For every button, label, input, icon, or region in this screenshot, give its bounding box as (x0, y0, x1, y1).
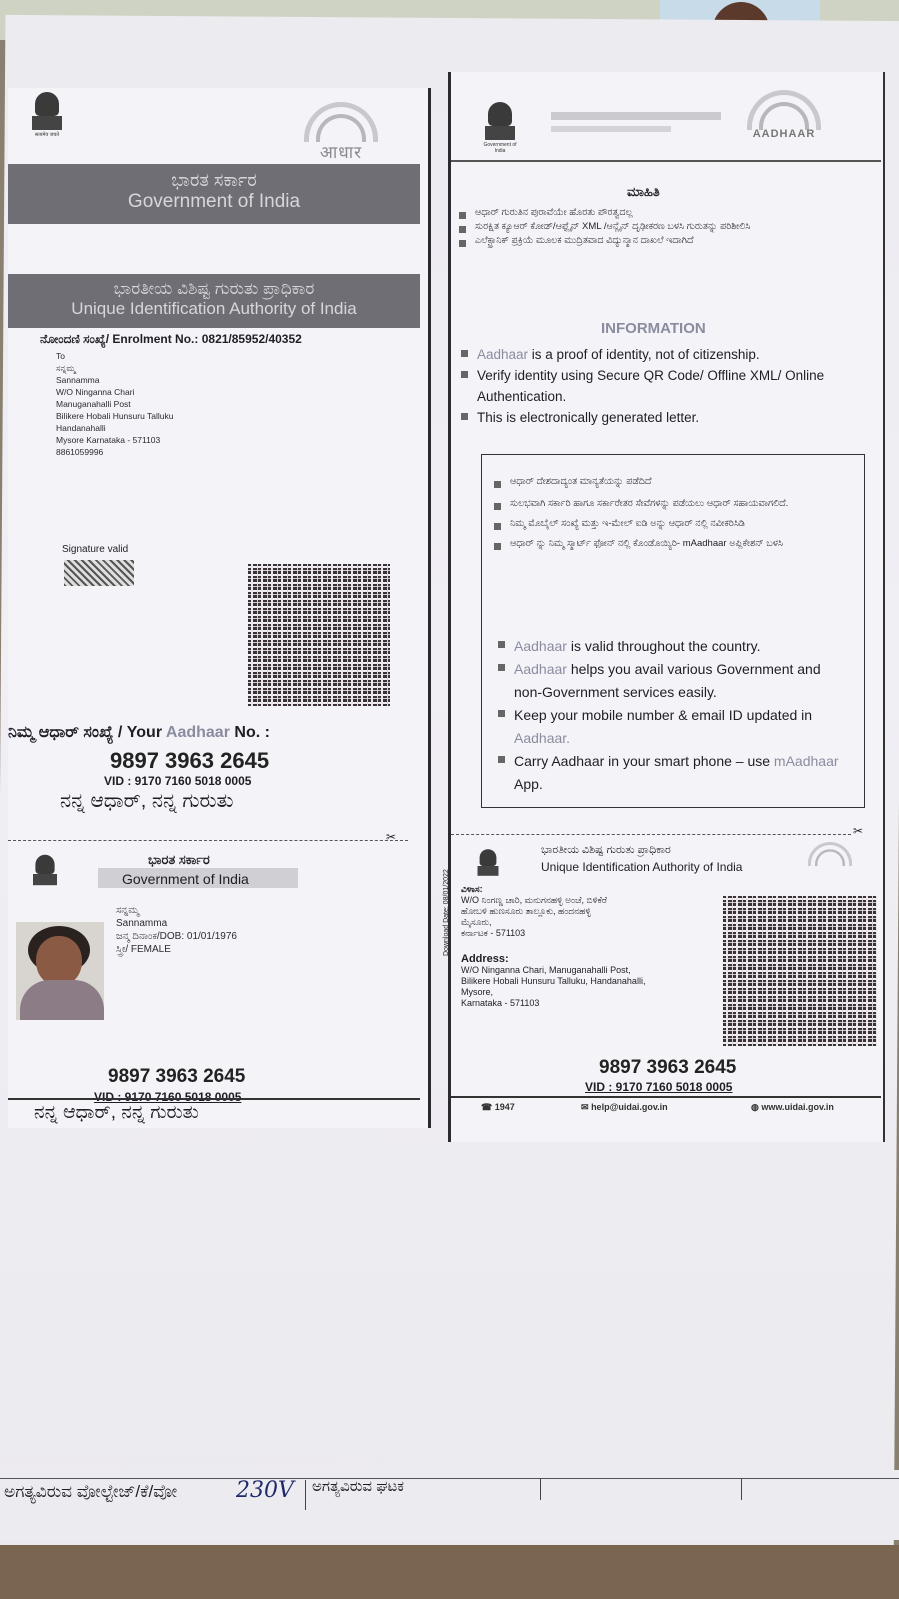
card-right-aadhaar-number: 9897 3963 2645 (599, 1057, 737, 1078)
right-scissors-icon: ✂ (853, 824, 864, 838)
card-aadhaar-logo-icon (803, 842, 857, 878)
aadhaar-brand-text: AADHAAR (752, 128, 816, 140)
cut-line (8, 840, 408, 841)
recipient-address: To ಸನ್ನಮ್ಮ Sannamma W/O Ninganna Chari Manuganahalli Post Bilikere Hobali Hunsuru Talluku Handanahalli Mysore Karnataka - 571103 8861059996 (56, 351, 174, 457)
card-address-kannada: ವಿಳಾಸ: W/O ನಿಂಗಣ್ಣ ಚಾರಿ, ಮನುಗನಹಳ್ಳಿ ಅಂಚೆ, ಬಿಳಿಕೆರೆ ಹೋಬಳಿ ಹುಣಸೂರು ತಾಲ್ಲೂಕು, ಹಂದನಹಳ್ಳಿ ಮೈಸೂರು, ಕರ್ನಾಟಕ - 571103 (461, 884, 608, 938)
gov-english: Government of India (127, 191, 301, 212)
card-uidai-kannada: ಭಾರತೀಯ ವಿಶಿಷ್ಟ ಗುರುತು ಪ್ರಾಧಿಕಾರ (541, 844, 671, 856)
download-date: Download Date: 08/01/2022 (443, 869, 450, 956)
aadhaar-hindi-text: आधार (319, 143, 363, 162)
card-right-vid: VID : 9170 7160 5018 0005 (585, 1080, 733, 1094)
right-cut-line (451, 834, 851, 835)
web-contact: ◍ www.uidai.gov.in (751, 1102, 834, 1112)
card-gov-english: Government of India (122, 871, 249, 887)
info-english-list (459, 344, 874, 428)
benefit-3: Keep your mobile number & email ID updated in Aadhaar. (496, 704, 846, 750)
aadhaar-number: 9897 3963 2645 (110, 748, 270, 773)
gov-kannada: ಭಾರತ ಸರ್ಕಾರ (171, 170, 257, 190)
dob: ಜನ್ಮ ದಿನಾಂಕ/DOB: 01/01/1976 (116, 931, 237, 942)
info-kannada-list: ಆಧಾರ್ ಗುರುತಿನ ಪುರಾವೆಯೇ ಹೊರತು ಪೌರತ್ವದಲ್ಲ ಸುರಕ್ಷಿತ ಕ್ಯೂಆರ್ ಕೋಡ್/ಆಫ್ಲೈನ್ XML /ಆನ್ಲೈನ್ ದೃಢೀಕರಣ ಬಳಸಿ ಗುರುತನ್ನು ಪರಿಶೀಲಿಸಿ ಎಲೆಕ್ಟ್ರಾನಿಕ್ ಪ್ರಕ್ರಿಯೆ ಮೂಲಕ ಮುದ್ರಿತವಾದ ವಿದ್ಯುನ್ಮಾನ ದಾಖಲೆ ಇದಾಗಿದೆ (457, 206, 787, 248)
benefit-1: Aadhaar is valid throughout the country. (496, 635, 846, 658)
benefits-kannada-list: ಆಧಾರ್ ದೇಶದಾದ್ಯಂತ ಮಾನ್ಯತೆಯನ್ನು ಪಡೆದಿದೆ ಸುಲಭವಾಗಿ ಸರ್ಕಾರಿ ಹಾಗೂ ಸರ್ಕಾರೇತರ ಸೇವೆಗಳನ್ನು ಪಡೆಯಲು ಆಧಾರ್ ಸಹಾಯವಾಗಲಿದೆ. ನಿಮ್ಮ ಮೊಬೈಲ್ ಸಂಖ್ಯೆ ಮತ್ತು ಇ-ಮೇಲ್ ಐಡಿ ಅನ್ನು ಆಧಾರ್ ನಲ್ಲಿ ನವೀಕರಿಸಿಡಿ ಆಧಾರ್ ನ್ನು ನಿಮ್ಮ ಸ್ಮಾರ್ಟ್ ಫೋನ್ ನಲ್ಲಿ ಕೊಂಡೊಯ್ಯಿರಿ- mAadhaar ಅಪ್ಲಿಕೇಶನ್ ಬಳಸಿ (492, 475, 792, 551)
phone-contact: ☎ 1947 (481, 1102, 515, 1112)
card-gov-kannada: ಭಾರತ ಸರ್ಕಾರ (148, 852, 210, 867)
card-tagline: ನನ್ನ ಆಧಾರ್, ನನ್ನ ಗುರುತು (34, 1102, 199, 1123)
qr-code (248, 564, 390, 706)
card-aadhaar-number: 9897 3963 2645 (108, 1066, 246, 1087)
signature-stamp (64, 560, 134, 586)
handwritten-voltage: 230V (236, 1478, 294, 1503)
uidai-band (8, 274, 420, 328)
card-holder-details (116, 904, 237, 956)
scissors-icon: ✂ (386, 830, 397, 844)
right-card-emblem-icon (476, 849, 500, 883)
globe-icon: ◍ (751, 1102, 759, 1112)
phone-icon: ☎ (481, 1102, 493, 1112)
aadhaar-logo-icon (296, 102, 386, 162)
signature-valid: Signature valid (62, 544, 129, 555)
government-band (8, 164, 420, 224)
name-english: Sannamma (116, 918, 168, 929)
card-address-english: Address: W/O Ninganna Chari, Manuganahalli Post, Bilikere Hobali Hunsuru Talluku, Handanahalli, Mysore, Karnataka - 571103 (461, 953, 646, 1008)
national-emblem-icon: सत्यमेव जयते (30, 92, 64, 140)
your-aadhaar-no-label: ನಿಮ್ಮ ಆಧಾರ್ ಸಂಖ್ಯೆ / Your Aadhaar No. : (8, 724, 270, 741)
info-kannada-title: ಮಾಹಿತಿ (627, 184, 660, 199)
card-emblem-icon (31, 855, 58, 893)
info-item-2: Verify identity using Secure QR Code/ Offline XML/ Online Authentication. (459, 365, 874, 407)
uidai-kannada: ಭಾರತೀಯ ವಿಶಿಷ್ಟ ಗುರುತು ಪ್ರಾಧಿಕಾರ (113, 279, 315, 298)
right-emblem-icon: Government of India (483, 102, 517, 150)
form-strip (0, 1470, 899, 1540)
info-item-3: This is electronically generated letter. (459, 407, 874, 428)
benefit-2: Aadhaar helps you avail various Government and non-Government services easily. (496, 658, 846, 704)
email-contact: ✉ help@uidai.gov.in (581, 1102, 668, 1112)
unit-label: ಅಗತ್ಯವಿರುವ ಘಟಕ (312, 1478, 405, 1495)
enrolment-number: ನೋಂದಣಿ ಸಂಖ್ಯೆ/ Enrolment No.: 0821/85952/40352 (40, 332, 302, 346)
letter-right-panel (443, 72, 885, 1142)
card-uidai-english: Unique Identification Authority of India (541, 860, 743, 874)
benefit-4: Carry Aadhaar in your smart phone – use mAadhaar App. (496, 750, 846, 796)
benefits-box (481, 454, 865, 808)
mail-icon: ✉ (581, 1102, 589, 1112)
vid-number: VID : 9170 7160 5018 0005 (104, 774, 252, 788)
name-kannada: ಸನ್ನಮ್ಮ (116, 905, 140, 916)
benefits-english-list (496, 635, 846, 796)
gender: ಸ್ತ್ರೀ/ FEMALE (116, 944, 171, 955)
letter-left-panel (8, 88, 431, 1128)
voltage-label: ಅಗತ್ಯವಿರುವ ವೋಲ್ಟೇಜ್/ಕೆ/ವೋ (4, 1482, 178, 1501)
uidai-english: Unique Identification Authority of India (71, 299, 357, 318)
tagline: ನನ್ನ ಆಧಾರ್, ನನ್ನ ಗುರುತು (60, 790, 234, 812)
card-qr-code (723, 896, 877, 1046)
aadhaar-brand-logo-icon (739, 90, 829, 150)
holder-photo (16, 922, 104, 1020)
card-vid: VID : 9170 7160 5018 0005 (94, 1090, 242, 1104)
information-title: INFORMATION (601, 320, 706, 337)
info-item-1: Aadhaar is a proof of identity, not of citizenship. (459, 344, 874, 365)
table-surface (0, 1545, 899, 1599)
